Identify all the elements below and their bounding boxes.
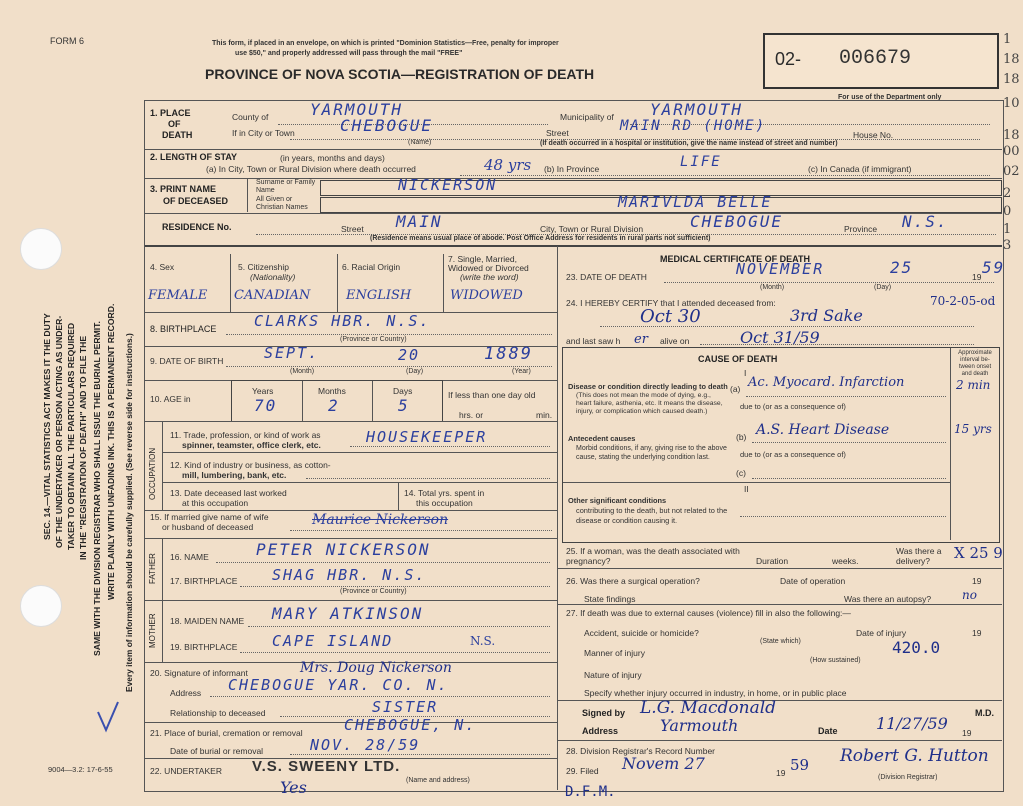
side-instruction-6: WRITE PLAINLY WITH UNFADING INK. THIS IS A PERMANENT RECORD. [106, 303, 116, 600]
place-label-1: 1. PLACE [150, 108, 191, 118]
cause-b: A.S. Heart Disease [756, 422, 890, 438]
form-number: FORM 6 [50, 36, 85, 46]
stay-label: 2. LENGTH OF STAY [150, 152, 238, 162]
sex-value: FEMALE [148, 288, 208, 303]
surname-value: NICKERSON [398, 176, 498, 194]
stay-a-value: 48 yrs [484, 156, 532, 174]
margin-number: 18 [1003, 52, 1020, 67]
citizenship-sub: (Nationality) [250, 272, 296, 282]
mother-bp: CAPE ISLAND [272, 632, 394, 650]
age-months-label: Months [318, 386, 346, 396]
stay-a-label: (a) In City, Town or Rural Division where death occurred [206, 164, 416, 174]
delivery-value: X 25 9 [954, 544, 1003, 562]
sex-label: 4. Sex [150, 262, 175, 272]
attended-from: Oct 30 [640, 306, 701, 327]
alive-on-label: alive on [660, 336, 690, 346]
other-note: contributing to the death, but not related to the disease or condition causing it. [576, 506, 728, 525]
age-years: 70 [254, 396, 278, 415]
given-label: All Given or Christian Names [256, 196, 308, 211]
less-one-day: If less than one day old [448, 390, 536, 400]
certify-label: 24. I HEREBY CERTIFY that I attended deceased from: [566, 298, 776, 308]
margin-number: 1 [1003, 32, 1012, 47]
mother-bp-label: 19. BIRTHPLACE [170, 642, 238, 652]
city-label: If in City or Town [232, 128, 295, 138]
trade-label: 11. Trade, profession, or kind of work as [170, 430, 321, 440]
margin-number: 18 [1003, 72, 1020, 87]
father-name-label: 16. NAME [170, 552, 209, 562]
q28-label: 28. Division Registrar's Record Number [566, 746, 716, 756]
res-street-label: Street [341, 224, 364, 234]
informant-addr: CHEBOGUE YAR. CO. N. [228, 676, 449, 694]
father-name: PETER NICKERSON [256, 540, 431, 559]
dod-year-prefix: 19 [972, 272, 982, 282]
age-label: 10. AGE in [150, 394, 191, 404]
street-label: Street [546, 128, 569, 138]
last-worked-label-2: at this occupation [182, 498, 249, 508]
side-instruction-3: TAKER TO OBTAIN ALL THE PARTICULARS REQUIRED [66, 322, 76, 550]
citizenship-label: 5. Citizenship [238, 262, 290, 272]
margin-number: 1 [1003, 222, 1012, 237]
stay-b-value: LIFE [680, 154, 722, 170]
trade-label-2: spinner, teamster, office clerk, etc. [182, 440, 321, 450]
filed-19: 19 [776, 768, 786, 778]
stay-b-label: (b) In Province [544, 164, 600, 174]
margin-number: 00 [1003, 144, 1020, 159]
res-street-value: MAIN [396, 212, 443, 231]
check-mark-icon [96, 700, 120, 734]
dod-month: NOVEMBER [736, 260, 825, 278]
margin-code: 70-2-05-od [930, 294, 996, 308]
race-value: ENGLISH [346, 288, 412, 303]
side-instruction-5: SAME WITH THE DIVISION REGISTRAR WHO SHALL ISSUE THE BURIAL PERMIT. [92, 321, 102, 656]
year-19-b: 19 [972, 628, 982, 638]
mother-bp-2: N.S. [470, 634, 496, 648]
dob-year: 1889 [484, 344, 533, 364]
footer-code: 9004—3.2: 17-6-55 [48, 765, 113, 774]
specify-label: Specify whether injury occurred in industry, in home, or in public place [584, 688, 847, 698]
marital-label-2: Widowed or Divorced [448, 263, 529, 273]
res-prov-label: Province [844, 224, 878, 234]
cause-a: Ac. Myocard. Infarction [748, 375, 905, 390]
how-sustained-cap: (How sustained) [810, 657, 861, 664]
informant-sig-label: 20. Signature of informant [150, 668, 248, 678]
informant-rel: SISTER [372, 698, 439, 716]
last-saw-date: Oct 31/59 [740, 328, 820, 347]
birthplace-value: CLARKS HBR. N.S. [254, 312, 431, 330]
interval-a: 2 min [956, 378, 991, 392]
dob-month: SEPT. [264, 344, 320, 362]
last-saw-her: er [634, 332, 648, 347]
punch-hole-top [20, 228, 62, 270]
dob-year-cap: (Year) [512, 368, 531, 375]
name-caption: (Name) [408, 139, 432, 146]
registrar-signature: Robert G. Hutton [840, 746, 989, 766]
father-bp-label: 17. BIRTHPLACE [170, 576, 238, 586]
year-19-a: 19 [972, 576, 982, 586]
manner-value: 420.0 [892, 638, 941, 657]
burial-place: CHEBOGUE, N. [344, 716, 477, 734]
side-instruction-2: OF THE UNDERTAKER OR PERSON ACTING AS UNDER- [54, 315, 64, 548]
margin-number: 2 [1003, 186, 1012, 201]
mother-name: MARY ATKINSON [272, 604, 424, 623]
res-city-label: City, Town or Rural Division [540, 224, 644, 234]
direct-note: (This does not mean the mode of dying, e.g., heart failure, asthenia, etc. It means the disease, injury, or complication which caused death.) [576, 392, 723, 415]
margin-number: 10 [1003, 96, 1020, 111]
occupation-side-label: OCCUPATION [148, 447, 157, 500]
spouse-label: 15. If married give name of wife [150, 512, 269, 522]
municipality-label: Municipality of [560, 112, 614, 122]
q26-label: 26. Was there a surgical operation? [566, 576, 700, 586]
accident-label: Accident, suicide or homicide? [584, 628, 699, 638]
dept-use-note: For use of the Department only [838, 94, 942, 101]
q25-label: 25. If a woman, was the death associated with pregnancy? [566, 546, 740, 566]
sec2: II [744, 484, 749, 494]
q29-label: 29. Filed [566, 766, 599, 776]
direct-label: Disease or condition directly leading to death [568, 382, 728, 391]
state-findings-label: State findings [584, 594, 636, 604]
stay-sub: (in years, months and days) [280, 153, 385, 163]
delivery-label: Was there a delivery? [896, 546, 942, 566]
address-label: Address [582, 726, 619, 736]
hrs-label: hrs. or [459, 410, 484, 420]
cause-c-letter: (c) [736, 468, 746, 478]
informant-rel-label: Relationship to deceased [170, 708, 266, 718]
father-bp: SHAG HBR. N.S. [272, 566, 427, 584]
dob-month-cap: (Month) [290, 368, 315, 375]
reg-number: 006679 [839, 47, 912, 70]
marital-label-1: 7. Single, Married, [448, 254, 517, 264]
undertaker-label: 22. UNDERTAKER [150, 766, 222, 776]
dod-month-cap: (Month) [760, 284, 785, 291]
marital-value: WIDOWED [450, 288, 523, 303]
injury-date-label: Date of injury [856, 628, 907, 638]
burial-date: NOV. 28/59 [310, 736, 421, 754]
father-side-label: FATHER [148, 553, 157, 584]
cause-a-letter: (a) [730, 384, 741, 394]
race-label: 6. Racial Origin [342, 262, 401, 272]
industry-label-2: mill, lumbering, bank, etc. [182, 470, 287, 480]
dob-label: 9. DATE OF BIRTH [150, 356, 224, 366]
mother-name-label: 18. MAIDEN NAME [170, 616, 245, 626]
antecedent-note: Morbid conditions, if any, giving rise to the above cause, stating the underlying condition last. [576, 445, 727, 461]
filed-year: 59 [790, 756, 810, 774]
mother-side-label: MOTHER [148, 613, 157, 648]
nature-label: Nature of injury [584, 670, 642, 680]
surname-label: Surname or Family Name [256, 179, 316, 194]
dob-day: 20 [398, 346, 421, 364]
dfm-initials: D.F.M. [565, 784, 616, 800]
dob-day-cap: (Day) [406, 368, 424, 375]
marital-label-3: (write the word) [460, 272, 519, 282]
weeks-label: weeks. [832, 556, 859, 566]
undertaker-initials: Yes [280, 778, 307, 797]
due-to-b: due to (or as a consequence of) [740, 450, 846, 459]
dod-year: 59 [982, 258, 1006, 277]
state-which-cap: (State which) [760, 638, 801, 645]
name-label-2: OF DECEASED [163, 196, 229, 206]
due-to-a: due to (or as a consequence of) [740, 402, 846, 411]
reg-prefix: 02- [775, 49, 802, 69]
attended-to: 3rd Sake [790, 306, 863, 325]
father-bp-caption: (Province or Country) [340, 588, 407, 595]
physician-signature: L.G. Macdonald [640, 698, 777, 718]
residence-label: RESIDENCE No. [162, 222, 232, 232]
interval-b: 15 yrs [954, 422, 992, 436]
registration-number-box [763, 33, 999, 89]
last-worked-label: 13. Date deceased last worked [170, 488, 287, 498]
burial-place-label: 21. Place of burial, cremation or removal [150, 728, 303, 738]
md-label: M.D. [975, 708, 994, 718]
year-19-c: 19 [962, 728, 972, 738]
residence-note: (Residence means usual place of abode. Post Office Address for residents in rural parts not sufficient) [370, 235, 711, 242]
total-years-label: 14. Total yrs. spent in [404, 488, 485, 498]
signed-label: Signed by [582, 708, 626, 718]
page-title: PROVINCE OF NOVA SCOTIA—REGISTRATION OF DEATH [205, 66, 595, 82]
name-label-1: 3. PRINT NAME [150, 184, 217, 194]
spouse-label-2: or husband of deceased [162, 522, 254, 532]
punch-hole-bottom [20, 585, 62, 627]
duration-label: Duration [756, 556, 789, 566]
street-value: MAIN RD (HOME) [620, 118, 767, 134]
filed-date: Novem 27 [622, 754, 705, 773]
trade-value: HOUSEKEEPER [366, 428, 488, 446]
birthplace-caption: (Province or Country) [340, 336, 407, 343]
house-label: House No. [853, 130, 894, 140]
citizenship-value: CANADIAN [234, 288, 311, 303]
last-saw-label: and last saw h [566, 336, 621, 346]
date-label: Date [818, 726, 838, 736]
medical-title: MEDICAL CERTIFICATE OF DEATH [660, 254, 810, 264]
res-prov-value: N.S. [902, 212, 949, 231]
autopsy-label: Was there an autopsy? [844, 594, 932, 604]
dod-day-cap: (Day) [874, 284, 892, 291]
burial-date-label: Date of burial or removal [170, 746, 264, 756]
side-instruction-7: Every item of information should be carefully supplied. (See reverse side for instructions.) [124, 333, 134, 692]
notice-line-2: use $50," and properly addressed will pass through the mail "FREE" [235, 50, 463, 57]
total-years-label-2: this occupation [416, 498, 473, 508]
antecedent-label: Antecedent causes [568, 434, 636, 443]
margin-number: 3 [1003, 238, 1012, 253]
margin-number: 0 [1003, 204, 1012, 219]
cause-title: CAUSE OF DEATH [698, 354, 778, 364]
age-years-label: Years [252, 386, 274, 396]
undertaker-stamp: V.S. SWEENY LTD. [252, 758, 401, 775]
age-days-label: Days [393, 386, 413, 396]
county-label: County of [232, 112, 269, 122]
side-instruction-4: IN THE "REGISTRATION OF DEATH" AND TO FILE THE [78, 335, 88, 560]
min-label: min. [536, 410, 553, 420]
dod-label: 23. DATE OF DEATH [566, 272, 647, 282]
informant-signature: Mrs. Doug Nickerson [300, 660, 452, 676]
birthplace-label: 8. BIRTHPLACE [150, 324, 217, 334]
place-label-3: DEATH [162, 130, 193, 140]
age-months: 2 [328, 396, 340, 415]
city-value: CHEBOGUE [340, 116, 434, 135]
manner-label: Manner of injury [584, 648, 645, 658]
interval-heading: Approximate interval be-tween onset and death [958, 350, 992, 377]
county-value: YARMOUTH [310, 100, 404, 119]
res-city-value: CHEBOGUE [690, 212, 784, 231]
margin-number: 18 [1003, 128, 1020, 143]
physician-date: 11/27/59 [876, 714, 948, 733]
autopsy-value: no [962, 588, 977, 602]
side-instruction-1: SEC. 14.—VITAL STATISTICS ACT MAKES IT THE DUTY [42, 313, 52, 540]
op-date-label: Date of operation [780, 576, 846, 586]
margin-number: 02 [1003, 164, 1020, 179]
dod-day: 25 [890, 258, 914, 277]
stay-c-label: (c) In Canada (if immigrant) [808, 164, 912, 174]
spouse-value: Maurice Nickerson [312, 512, 449, 528]
registrar-caption: (Division Registrar) [878, 774, 938, 781]
age-days: 5 [398, 396, 410, 415]
informant-addr-label: Address [170, 688, 202, 698]
notice-line-1: This form, if placed in an envelope, on which is printed "Dominion Statistics—Free, penalty for improper [212, 40, 559, 47]
industry-label: 12. Kind of industry or business, as cotton- [170, 460, 331, 470]
cause-b-letter: (b) [736, 432, 747, 442]
name-address-caption: (Name and address) [406, 777, 470, 784]
other-label: Other significant conditions [568, 496, 667, 505]
institution-note: (If death occurred in a hospital or institution, give the name instead of street and number) [540, 140, 838, 147]
given-value: MARIVLDA BELLE [618, 193, 773, 211]
q27-label: 27. If death was due to external causes (violence) fill in also the following:— [566, 608, 851, 618]
place-label-2: OF [168, 119, 181, 129]
sec1: I [744, 368, 747, 378]
municipality-value: YARMOUTH [650, 100, 744, 119]
physician-address: Yarmouth [660, 716, 739, 735]
